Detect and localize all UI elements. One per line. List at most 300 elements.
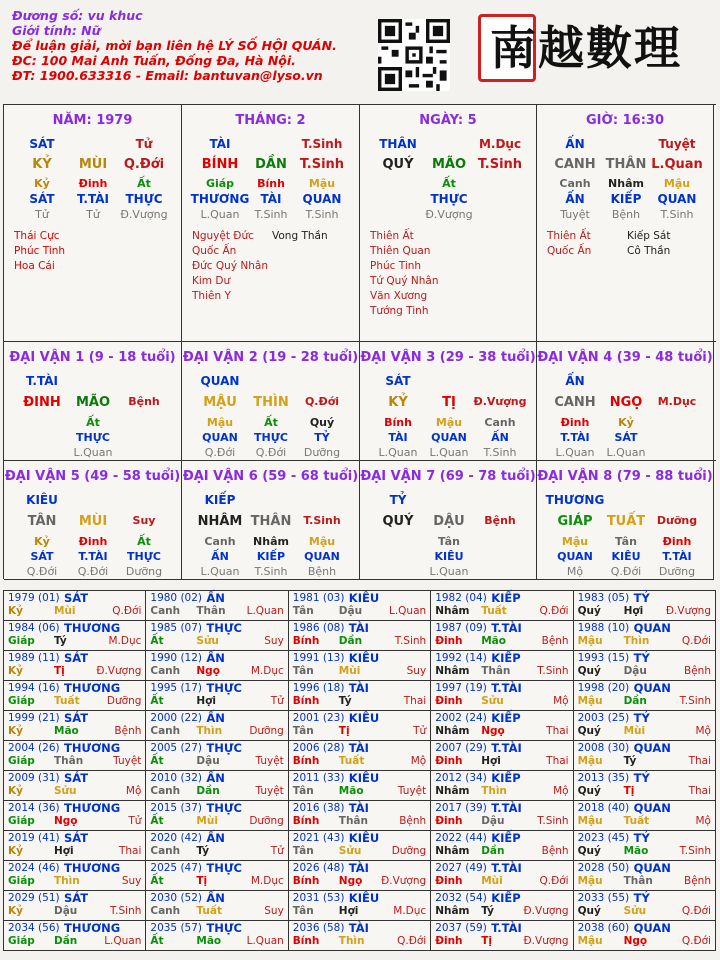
year-god: KIẾP (491, 771, 521, 785)
dai-van-hidden-stem: Đinh (662, 535, 692, 548)
pillar-phase: Đ.Vượng (120, 208, 168, 221)
year-cell[interactable] (289, 681, 431, 711)
year-phase: Tuyệt (255, 785, 284, 797)
year-label: 1999 (21) (8, 712, 60, 724)
year-god: THỰC (206, 621, 242, 635)
year-stem: Giáp (8, 815, 35, 827)
year-branch: Mùi (196, 815, 218, 827)
dai-van-hidden-stem: Ất (264, 416, 278, 429)
pillar-stem-branch: T.Sinh (299, 157, 345, 172)
dai-van-3 (360, 342, 537, 461)
year-cell[interactable] (146, 681, 288, 711)
year-cell[interactable] (4, 591, 146, 621)
dai-van-5 (4, 461, 182, 580)
dai-van-hidden-stem: Kỷ (34, 535, 50, 548)
year-cell[interactable] (431, 651, 573, 681)
pillar-0 (4, 105, 182, 342)
pillar-title: NGÀY: 5 (419, 113, 477, 128)
year-cell[interactable] (431, 711, 573, 741)
year-cell[interactable] (431, 891, 573, 921)
year-cell[interactable] (146, 921, 288, 951)
pillar-hidden-god: SÁT (29, 192, 55, 206)
pillar-stem-branch: Q.Đới (123, 157, 165, 172)
year-cell[interactable] (431, 921, 573, 951)
year-label: 2008 (30) (577, 742, 630, 754)
pillar-hidden-god: QUAN (657, 192, 697, 206)
year-cell[interactable] (431, 801, 573, 831)
year-god: TÀI (348, 921, 369, 935)
dai-van-phase: Q.Đới (304, 395, 340, 408)
year-label: 1984 (06) (8, 622, 60, 634)
dai-van-hidden-god: SÁT (30, 550, 54, 563)
pillar-hidden-god: TÀI (260, 192, 282, 206)
year-label: 2036 (58) (292, 922, 345, 934)
year-cell[interactable] (431, 621, 573, 651)
pillar-stem-branch: MÃO (431, 157, 467, 172)
year-phase: L.Quan (104, 935, 142, 947)
pillar-phase: Đ.Vượng (425, 208, 473, 221)
year-god: KIÊU (348, 591, 380, 605)
year-cell[interactable] (574, 681, 716, 711)
dai-van-hidden-god: THỰC (254, 431, 288, 444)
year-god: TỶ (633, 591, 650, 605)
year-god: TÀI (348, 621, 369, 635)
dai-van-title: ĐẠI VẬN 3 (29 - 38 tuổi) (360, 350, 536, 365)
year-cell[interactable] (146, 861, 288, 891)
year-label: 1994 (16) (8, 682, 60, 694)
year-god: SÁT (64, 831, 89, 845)
year-cell[interactable] (4, 741, 146, 771)
year-phase: L.Quan (246, 605, 284, 617)
year-branch: Dần (623, 695, 647, 707)
year-god: TÀI (348, 681, 369, 695)
pillar-hidden-stem: Nhâm (608, 177, 644, 190)
year-cell[interactable] (289, 771, 431, 801)
dai-van-hidden-god: KIÊU (434, 550, 464, 563)
year-god: ẤN (206, 771, 225, 785)
year-cell[interactable] (4, 651, 146, 681)
year-label: 2033 (55) (577, 892, 630, 904)
year-god: T.TÀI (491, 621, 522, 635)
star: Đức Quý Nhân (192, 260, 268, 272)
year-cell[interactable] (4, 711, 146, 741)
year-branch: Thân (54, 755, 84, 767)
year-branch: Dậu (54, 905, 78, 917)
year-stem: Kỷ (8, 605, 23, 617)
year-cell[interactable] (4, 831, 146, 861)
year-phase: Bệnh (541, 635, 569, 647)
year-god: KIẾP (491, 711, 521, 725)
year-phase: Q.Đới (681, 905, 711, 917)
year-label: 1979 (01) (8, 592, 60, 604)
year-cell[interactable] (574, 861, 716, 891)
pillar-title: THÁNG: 2 (235, 113, 306, 128)
dai-van-god: TỶ (389, 493, 407, 507)
year-cell[interactable] (431, 681, 573, 711)
year-god: THỰC (206, 681, 242, 695)
pillar-phase: L.Quan (200, 208, 240, 221)
year-branch: Sửu (623, 905, 647, 917)
year-stem: Đinh (435, 635, 463, 647)
dai-van-hidden-stem: Quý (309, 416, 335, 429)
year-cell[interactable] (289, 711, 431, 741)
year-god: THƯƠNG (64, 621, 121, 635)
year-cell[interactable] (146, 801, 288, 831)
year-cell[interactable] (4, 801, 146, 831)
year-branch: Sửu (338, 845, 362, 857)
year-phase: Tử (413, 725, 427, 737)
dai-van-hidden-phase: T.Sinh (254, 565, 288, 578)
year-cell[interactable] (4, 891, 146, 921)
year-branch: Dần (338, 635, 363, 647)
year-label: 2024 (46) (8, 862, 60, 874)
star: Hoa Cái (14, 260, 55, 272)
year-label: 2001 (23) (292, 712, 345, 724)
year-label: 1993 (15) (577, 652, 630, 664)
year-cell[interactable] (574, 651, 716, 681)
year-cell[interactable] (289, 651, 431, 681)
dai-van-god: KIẾP (204, 493, 236, 507)
pillar-hidden-stem: Ất (137, 177, 151, 190)
year-branch: Hợi (196, 695, 216, 707)
year-phase: Thai (403, 695, 427, 707)
year-god: SÁT (64, 891, 89, 905)
year-branch: Hợi (481, 755, 501, 767)
year-phase: Dưỡng (249, 725, 284, 737)
year-branch: Mão (481, 635, 506, 647)
dai-van-hidden-phase: L.Quan (200, 565, 240, 578)
year-branch: Thân (481, 665, 511, 677)
dai-van-stem: QUÝ (382, 514, 414, 529)
year-cell[interactable] (574, 921, 716, 951)
dai-van-hidden-god: SÁT (614, 431, 638, 444)
pillar-stem-branch: BÍNH (201, 157, 239, 172)
dai-van-title: ĐẠI VẬN 1 (9 - 18 tuổi) (9, 350, 176, 365)
year-label: 2006 (28) (292, 742, 345, 754)
pillar-title: NĂM: 1979 (52, 113, 133, 128)
year-cell[interactable] (574, 741, 716, 771)
dai-van-branch: DẬU (433, 514, 465, 529)
year-label: 2011 (33) (292, 772, 345, 784)
year-phase: Suy (121, 875, 142, 887)
year-god: T.TÀI (491, 801, 522, 815)
dai-van-row-2 (3, 460, 716, 579)
year-god: THỰC (206, 801, 242, 815)
dai-van-6 (182, 461, 360, 580)
year-stem: Canh (150, 785, 181, 797)
year-cell[interactable] (146, 711, 288, 741)
year-cell[interactable] (431, 771, 573, 801)
dai-van-7 (360, 461, 537, 580)
year-branch: Mùi (481, 875, 503, 887)
pillar-stem-branch: MÙI (78, 157, 108, 172)
year-cell[interactable] (4, 861, 146, 891)
dai-van-hidden-stem: Mậu (435, 416, 463, 429)
year-cell[interactable] (431, 861, 573, 891)
star: Phúc Tinh (370, 260, 422, 272)
year-branch: Dần (196, 785, 220, 797)
year-stem: Kỷ (8, 785, 23, 797)
year-cell[interactable] (289, 621, 431, 651)
year-cell[interactable] (4, 681, 146, 711)
dai-van-title: ĐẠI VẬN 2 (19 - 28 tuổi) (182, 350, 359, 365)
year-phase: Tuyệt (113, 755, 142, 767)
star: Nguyệt Đức (192, 230, 254, 242)
year-cell[interactable] (4, 621, 146, 651)
dai-van-phase: Bệnh (484, 514, 516, 527)
year-stem: Mậu (577, 635, 603, 647)
dai-van-hidden-stem: Mậu (308, 535, 336, 548)
pillar-phase: Tử (35, 208, 49, 221)
dai-van-phase: T.Sinh (303, 514, 341, 527)
gioi-tinh: Giới tính: Nữ (12, 23, 101, 38)
dai-van-hidden-god: T.TÀI (662, 550, 692, 563)
year-cell[interactable] (289, 591, 431, 621)
year-branch: Thân (338, 815, 368, 827)
year-label: 1981 (03) (292, 592, 345, 604)
year-cell[interactable] (574, 591, 716, 621)
year-cell[interactable] (4, 771, 146, 801)
dai-van-phase: M.Dục (657, 395, 697, 408)
year-phase: T.Sinh (679, 845, 711, 857)
year-cell[interactable] (289, 921, 431, 951)
year-god: SÁT (64, 711, 89, 725)
year-god: TỶ (633, 651, 650, 665)
dai-van-branch: TỊ (442, 395, 456, 410)
year-stem: Tân (292, 905, 314, 917)
star: Tứ Quý Nhân (370, 275, 439, 287)
year-stem: Bính (292, 755, 320, 767)
dai-van-hidden-phase: L.Quan (378, 446, 418, 459)
year-stem: Quý (577, 785, 601, 797)
dai-van-hidden-god: ẤN (211, 550, 229, 563)
year-god: KIÊU (348, 771, 380, 785)
year-label: 1995 (17) (150, 682, 203, 694)
year-branch: Ngọ (338, 875, 363, 887)
year-stem: Bính (292, 935, 320, 947)
year-label: 2004 (26) (8, 742, 60, 754)
year-god: KIẾP (491, 891, 521, 905)
year-god: SÁT (64, 771, 89, 785)
year-stem: Canh (150, 725, 181, 737)
dai-van-hidden-phase: Mộ (566, 565, 584, 578)
dai-van-hidden-stem: Tân (438, 535, 460, 548)
year-cell[interactable] (574, 711, 716, 741)
year-cell[interactable] (289, 741, 431, 771)
year-stem: Quý (577, 665, 601, 677)
year-cell[interactable] (146, 771, 288, 801)
year-branch: Ngọ (623, 935, 648, 947)
year-branch: Dần (481, 845, 505, 857)
year-cell[interactable] (574, 831, 716, 861)
year-cell[interactable] (574, 621, 716, 651)
dai-van-hidden-stem: Đinh (560, 416, 590, 429)
dai-van-hidden-stem: Ất (137, 535, 151, 548)
year-stem: Canh (150, 665, 181, 677)
year-cell[interactable] (431, 741, 573, 771)
star: Kim Dư (192, 275, 231, 287)
year-label: 2014 (36) (8, 802, 60, 814)
year-cell[interactable] (289, 861, 431, 891)
logo-text: 南越數理 (490, 21, 682, 75)
year-cell[interactable] (289, 891, 431, 921)
year-cell[interactable] (146, 831, 288, 861)
year-phase: Dưỡng (391, 845, 427, 857)
pillar-hidden-god: QUAN (302, 192, 342, 206)
year-god: QUAN (633, 621, 671, 635)
year-label: 2009 (31) (8, 772, 60, 784)
dai-van-hidden-god: KIẾP (256, 550, 286, 563)
dai-van-hidden-phase: T.Sinh (483, 446, 517, 459)
year-cell[interactable] (289, 831, 431, 861)
year-branch: Tuất (623, 815, 650, 827)
pillar-god: SÁT (29, 137, 55, 151)
year-cell[interactable] (574, 801, 716, 831)
year-god: TỶ (633, 891, 650, 905)
year-cell[interactable] (146, 621, 288, 651)
year-label: 1989 (11) (8, 652, 60, 664)
year-stem: Tân (292, 605, 314, 617)
year-phase: Thai (688, 785, 711, 797)
dai-van-phase: Bệnh (128, 395, 160, 408)
pillar-god: TÀI (209, 137, 231, 151)
star-bad: Kiếp Sát (627, 230, 671, 242)
year-stem: Tân (292, 725, 314, 737)
dai-van-branch: MÙI (78, 514, 108, 529)
dai-van-hidden-stem: Canh (484, 416, 516, 429)
year-phase: Suy (406, 665, 427, 677)
year-stem: Kỷ (8, 665, 23, 677)
year-phase: Thai (546, 725, 569, 737)
year-branch: Tị (54, 665, 65, 677)
year-phase: Bệnh (684, 875, 711, 887)
pillar-hidden-stem: Ất (442, 177, 456, 190)
year-god: THƯƠNG (64, 861, 121, 875)
year-label: 1985 (07) (150, 622, 203, 634)
pillar-hidden-stem: Mậu (663, 177, 691, 190)
year-grid (3, 590, 716, 951)
year-phase: Tử (128, 815, 142, 827)
dai-van-stem: NHÂM (197, 514, 243, 529)
year-cell[interactable] (146, 741, 288, 771)
pillar-god: Tử (135, 137, 153, 151)
pillar-2 (360, 105, 537, 342)
year-label: 1991 (13) (292, 652, 345, 664)
star: Tướng Tinh (370, 305, 429, 317)
dai-van-hidden-phase: Q.Đới (77, 565, 109, 578)
year-stem: Ất (150, 755, 164, 767)
year-label: 2029 (51) (8, 892, 60, 904)
year-cell[interactable] (431, 591, 573, 621)
year-phase: Mộ (125, 785, 142, 797)
year-cell[interactable] (146, 891, 288, 921)
year-stem: Giáp (8, 935, 35, 947)
year-branch: Mùi (623, 725, 646, 737)
year-phase: Dưỡng (249, 815, 284, 827)
year-god: SÁT (64, 651, 89, 665)
year-stem: Quý (577, 845, 601, 857)
year-label: 2031 (53) (292, 892, 345, 904)
year-god: TỶ (633, 711, 650, 725)
dai-van-title: ĐẠI VẬN 8 (79 - 88 tuổi) (537, 469, 713, 484)
year-cell[interactable] (574, 771, 716, 801)
year-label: 2022 (44) (435, 832, 487, 844)
year-branch: Hợi (623, 605, 644, 617)
year-god: QUAN (633, 801, 671, 815)
year-label: 2027 (49) (435, 862, 487, 874)
year-stem: Kỷ (8, 845, 23, 857)
dai-van-hidden-stem: Mậu (206, 416, 234, 429)
year-god: KIÊU (348, 891, 380, 905)
year-cell[interactable] (4, 921, 146, 951)
year-god: THỰC (206, 741, 242, 755)
year-label: 1986 (08) (292, 622, 345, 634)
year-cell[interactable] (289, 801, 431, 831)
pillar-god: T.Sinh (301, 137, 343, 151)
dai-van-hidden-god: KIÊU (611, 550, 641, 563)
year-phase: Mộ (695, 725, 711, 737)
dai-van-2 (182, 342, 360, 461)
year-branch: Thân (623, 875, 653, 887)
dai-van-god: ẤN (565, 374, 585, 388)
year-god: KIÊU (348, 651, 380, 665)
dai-van-hidden-phase: Q.Đới (610, 565, 642, 578)
year-phase: Q.Đới (112, 605, 142, 617)
year-label: 2017 (39) (435, 802, 487, 814)
year-cell[interactable] (146, 651, 288, 681)
dai-van-hidden-god: QUAN (431, 431, 467, 444)
year-branch: Mão (623, 845, 649, 857)
year-label: 2012 (34) (435, 772, 487, 784)
year-phase: L.Quan (246, 935, 284, 947)
dai-van-hidden-god: TỶ (314, 431, 330, 444)
year-branch: Tị (338, 725, 350, 737)
pillar-phase: Tuyệt (560, 208, 590, 221)
dai-van-branch: TUẤT (606, 514, 646, 529)
year-label: 2028 (50) (577, 862, 630, 874)
pillar-3 (537, 105, 714, 342)
year-label: 2002 (24) (435, 712, 487, 724)
dai-van-title: ĐẠI VẬN 6 (59 - 68 tuổi) (182, 469, 359, 484)
year-cell[interactable] (574, 891, 716, 921)
dai-van-hidden-god: QUAN (304, 550, 340, 563)
year-stem: Nhâm (435, 665, 470, 677)
year-label: 2037 (59) (435, 922, 487, 934)
dai-van-stem: MẬU (203, 395, 237, 410)
year-phase: Bệnh (114, 725, 142, 737)
pillar-stem-branch: DẦN (255, 157, 287, 172)
year-branch: Tý (623, 755, 637, 767)
star: Văn Xương (370, 290, 428, 302)
year-phase: Mộ (553, 785, 569, 797)
dai-van-god: SÁT (385, 374, 411, 388)
year-cell[interactable] (146, 591, 288, 621)
year-stem: Mậu (577, 815, 603, 827)
dai-van-hidden-phase: L.Quan (606, 446, 646, 459)
qr-code[interactable] (378, 19, 450, 91)
year-god: THƯƠNG (64, 681, 121, 695)
year-god: THỰC (206, 861, 242, 875)
year-stem: Giáp (8, 635, 35, 647)
year-branch: Tuất (481, 605, 507, 617)
year-cell[interactable] (431, 831, 573, 861)
pillar-title: GIỜ: 16:30 (586, 113, 664, 128)
dai-van-hidden-phase: Bệnh (307, 565, 337, 578)
year-phase: Bệnh (541, 845, 569, 857)
year-stem: Giáp (8, 695, 35, 707)
dai-van-branch: THÌN (253, 395, 289, 410)
year-branch: Thìn (481, 785, 507, 797)
